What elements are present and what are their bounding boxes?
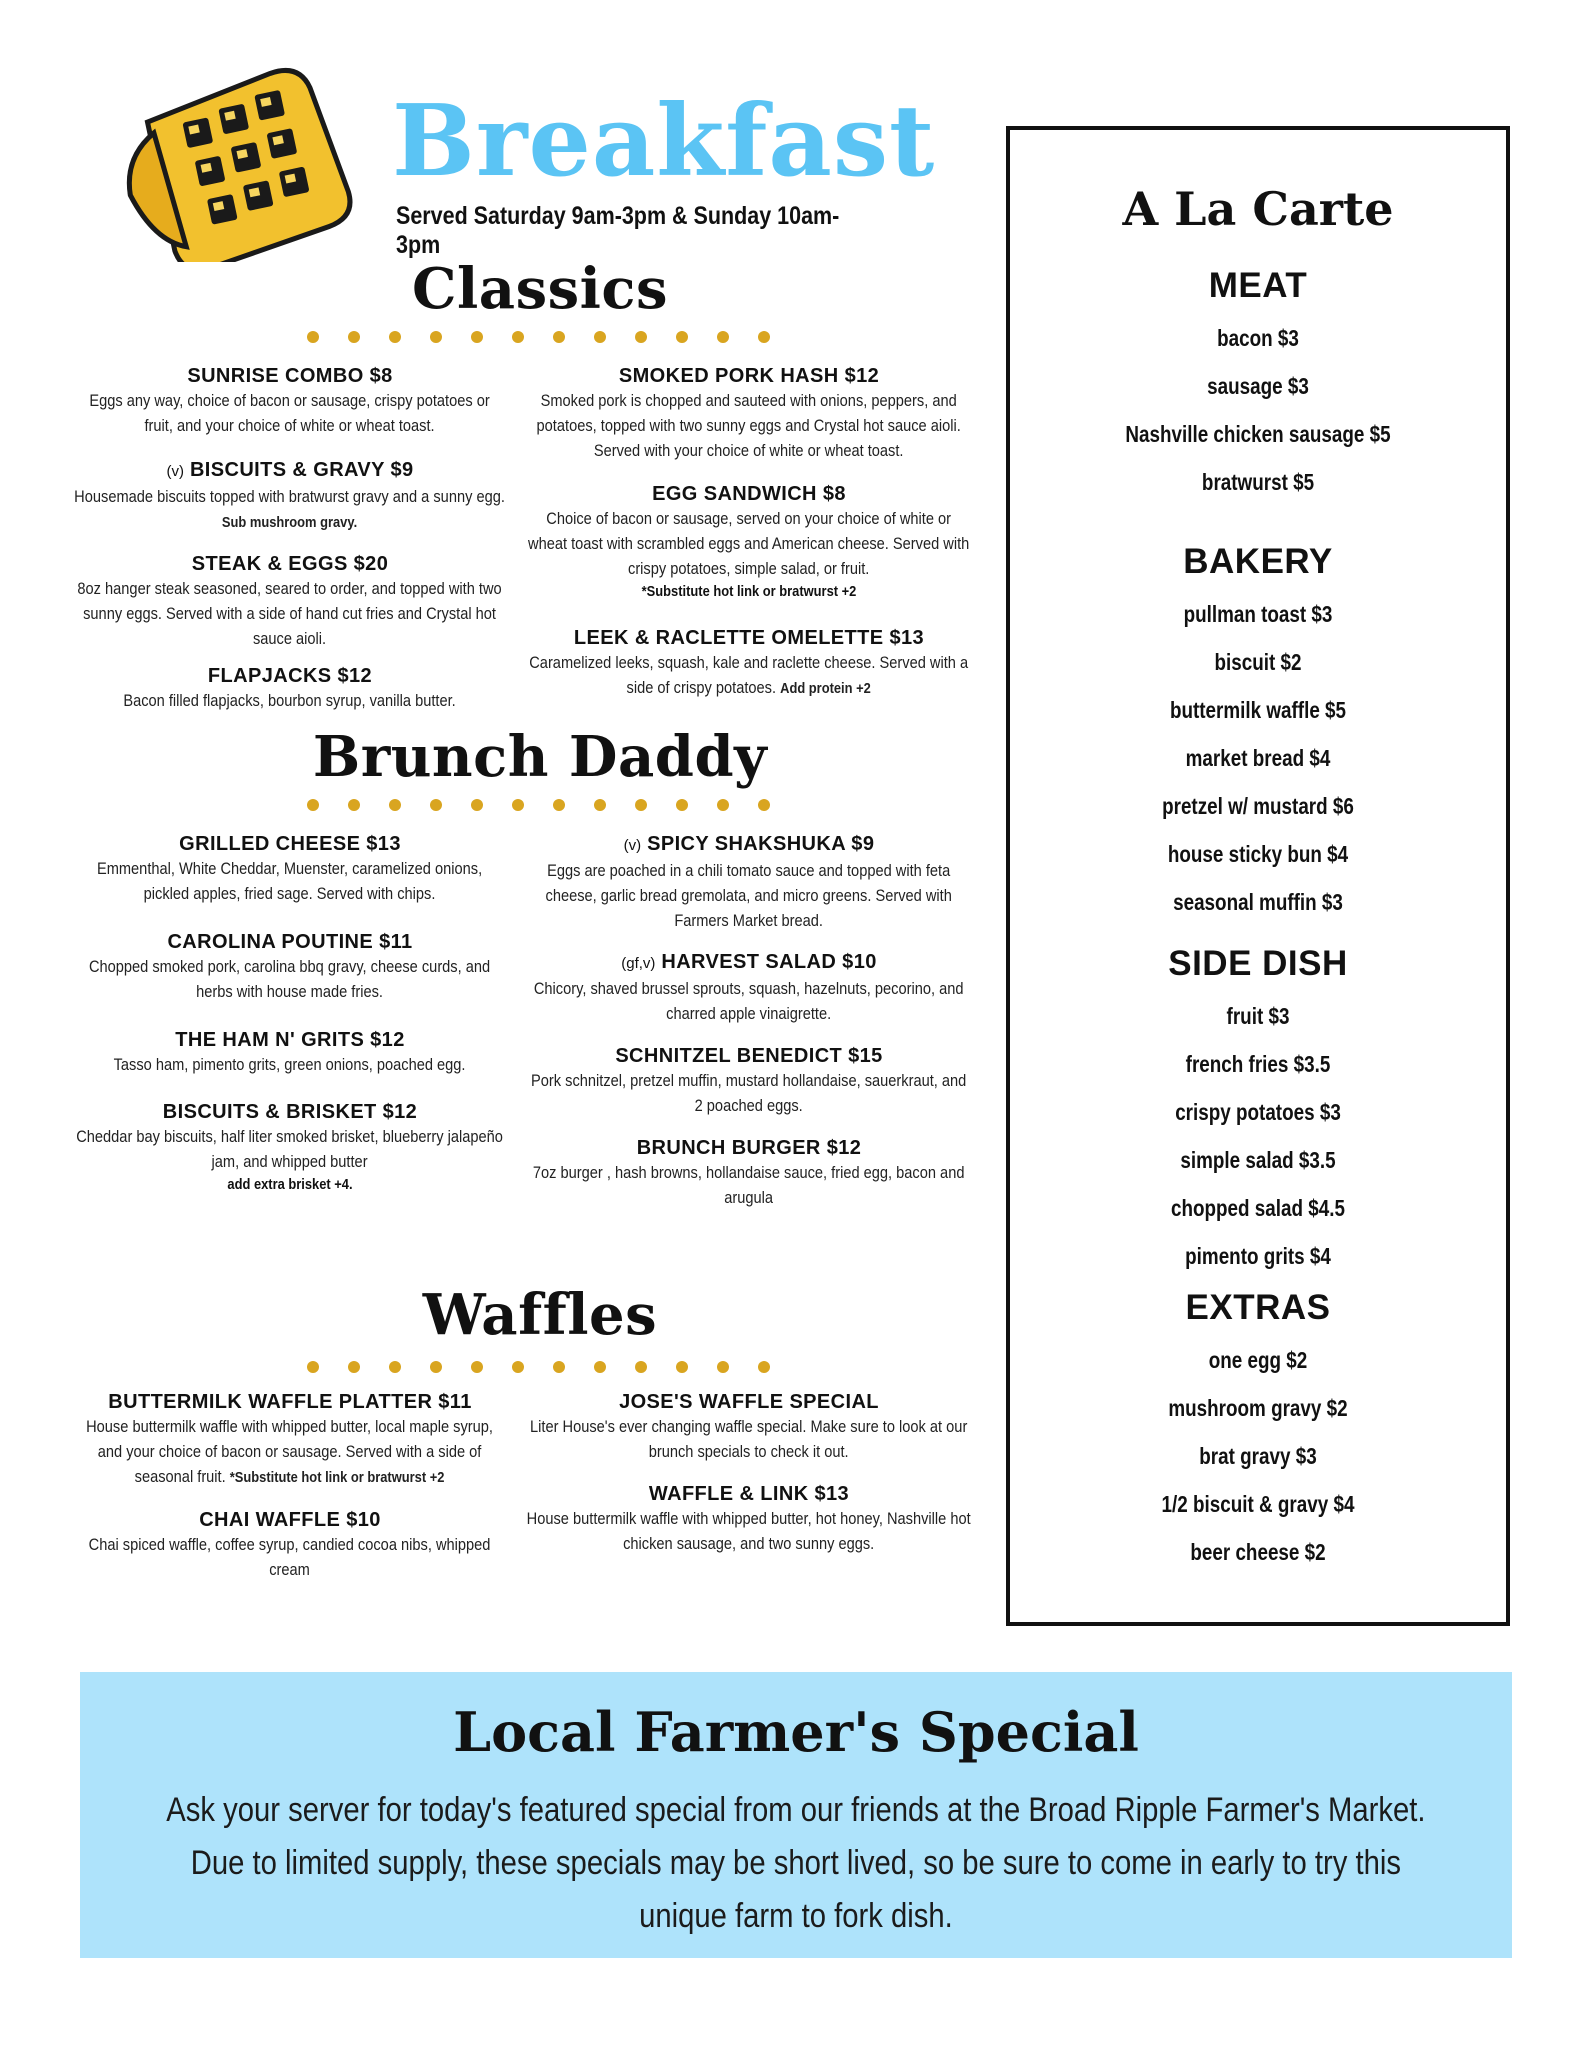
item-desc: 8oz hanger steak seasoned, seared to order, and topped with two sunny eggs. Served with a side of hand cut fries and Crystal hot sauce aioli.	[77, 579, 503, 648]
brunch-title: Brunch Daddy	[312, 724, 768, 790]
item-name: SPICY SHAKSHUKA $9	[647, 833, 875, 855]
list-item: biscuit $2	[1214, 649, 1302, 675]
item-name: BISCUITS & BRISKET $12	[162, 1101, 418, 1123]
bakery-list	[1010, 590, 1506, 926]
item-desc: Pork schnitzel, pretzel muffin, mustard hollandaise, sauerkraut, and 2 poached eggs.	[531, 1071, 967, 1115]
menu-item	[74, 1508, 506, 1582]
classics-title: Classics	[411, 256, 669, 322]
list-item: market bread $4	[1185, 745, 1331, 771]
menu-item	[526, 1482, 972, 1556]
meat-list	[1010, 314, 1506, 506]
extras-heading: EXTRAS	[1185, 1288, 1331, 1327]
list-item: beer cheese $2	[1190, 1539, 1326, 1565]
item-desc: Tasso ham, pimento grits, green onions, poached egg.	[114, 1055, 466, 1074]
item-name: EGG SANDWICH $8	[652, 483, 846, 505]
menu-item	[526, 482, 972, 603]
item-desc: Bacon filled flapjacks, bourbon syrup, vanilla butter.	[123, 691, 457, 710]
list-item: seasonal muffin $3	[1173, 889, 1343, 915]
extras-list	[1010, 1336, 1506, 1576]
page-title: Breakfast	[392, 84, 936, 199]
list-item: pretzel w/ mustard $6	[1162, 793, 1354, 819]
menu-item	[526, 832, 972, 933]
waffles-divider	[306, 1360, 776, 1374]
menu-item	[74, 832, 506, 906]
item-desc: Cheddar bay biscuits, half liter smoked brisket, blueberry jalapeño jam, and whipped butter	[76, 1127, 504, 1171]
item-desc: House buttermilk waffle with whipped butter, hot honey, Nashville hot chicken sausage, and two sunny eggs.	[526, 1509, 972, 1553]
item-name: JOSE'S WAFFLE SPECIAL	[619, 1391, 879, 1413]
item-name: LEEK & RACLETTE OMELETTE $13	[573, 627, 925, 649]
list-item: fruit $3	[1226, 1003, 1290, 1029]
item-name: STEAK & EGGS $20	[191, 553, 389, 575]
a-la-carte-box	[1006, 126, 1510, 1626]
item-desc: Liter House's ever changing waffle special. Make sure to look at our brunch specials to check it out.	[530, 1417, 968, 1461]
list-item: bacon $3	[1217, 325, 1299, 351]
item-desc: Chicory, shaved brussel sprouts, squash, hazelnuts, pecorino, and charred apple vinaigrette.	[534, 979, 964, 1023]
item-desc: Choice of bacon or sausage, served on your choice of white or wheat toast with scrambled eggs and American cheese. Served with crispy potatoes, simple salad, or fruit.	[528, 509, 970, 578]
menu-item	[526, 1044, 972, 1118]
list-item: french fries $3.5	[1185, 1051, 1331, 1077]
item-desc: Chopped smoked pork, carolina bbq gravy, cheese curds, and herbs with house made fries.	[89, 957, 491, 1001]
meat-heading: MEAT	[1208, 266, 1308, 305]
menu-item	[74, 1028, 506, 1077]
list-item: simple salad $3.5	[1180, 1147, 1336, 1173]
item-name: THE HAM N' GRITS $12	[175, 1029, 405, 1051]
item-desc: Eggs are poached in a chili tomato sauce and topped with feta cheese, garlic bread gremolata, and micro greens. Served with Farmers Market bread.	[545, 861, 953, 930]
diet-tag: (v)	[623, 837, 642, 854]
item-name: SCHNITZEL BENEDICT $15	[615, 1045, 883, 1067]
item-name: BUTTERMILK WAFFLE PLATTER $11	[108, 1391, 472, 1413]
item-name: CHAI WAFFLE $10	[199, 1509, 381, 1531]
menu-item	[74, 552, 506, 651]
list-item: brat gravy $3	[1199, 1443, 1317, 1469]
menu-item	[526, 364, 972, 463]
item-desc: Housemade biscuits topped with bratwurst gravy and a sunny egg.	[74, 487, 506, 506]
item-desc: Smoked pork is chopped and sauteed with onions, peppers, and potatoes, topped with two sunny eggs and Crystal hot sauce aioli. Served with your choice of white or wheat toast.	[536, 391, 962, 460]
list-item: one egg $2	[1208, 1347, 1308, 1373]
menu-item	[74, 930, 506, 1004]
classics-divider	[306, 330, 776, 344]
item-name: SMOKED PORK HASH $12	[618, 365, 880, 387]
list-item: Nashville chicken sausage $5	[1125, 421, 1391, 447]
waffle-logo	[118, 62, 378, 262]
list-item: bratwurst $5	[1201, 469, 1315, 495]
list-item: house sticky bun $4	[1167, 841, 1349, 867]
bakery-heading: BAKERY	[1183, 542, 1333, 581]
waffles-title: Waffles	[422, 1282, 658, 1348]
item-name: WAFFLE & LINK $13	[648, 1483, 850, 1505]
item-name: BISCUITS & GRAVY $9	[189, 459, 414, 481]
menu-item	[74, 1100, 506, 1196]
a-la-carte-title: A La Carte	[1122, 182, 1394, 236]
side-dish-list	[1010, 992, 1506, 1280]
item-desc: Eggs any way, choice of bacon or sausage, crispy potatoes or fruit, and your choice of white or wheat toast.	[89, 391, 491, 435]
item-name: CAROLINA POUTINE $11	[167, 931, 413, 953]
waffle-icon	[118, 62, 378, 262]
item-desc: Emmenthal, White Cheddar, Muenster, caramelized onions, pickled apples, fried sage. Served with chips.	[97, 859, 483, 903]
menu-item	[526, 950, 972, 1026]
list-item: buttermilk waffle $5	[1169, 697, 1347, 723]
item-name: SUNRISE COMBO $8	[187, 365, 393, 387]
item-extra: Sub mushroom gravy.	[222, 514, 358, 531]
side-dish-heading: SIDE DISH	[1168, 944, 1348, 983]
list-item: sausage $3	[1207, 373, 1309, 399]
farmers-special-banner	[80, 1672, 1512, 1958]
serving-hours: Served Saturday 9am-3pm & Sunday 10am-3pm	[396, 202, 840, 259]
item-desc: House buttermilk waffle with whipped butter, local maple syrup, and your choice of bacon or sausage. Served with a side of seasonal fruit.	[86, 1417, 494, 1486]
item-extra: *Substitute hot link or bratwurst +2	[230, 1469, 445, 1486]
farmers-special-text: Ask your server for today's featured special from our friends at the Broad Ripple Farmer's Market. Due to limited supply, these specials may be short lived, so be sure to come in early to try this unique farm to fork dish.	[166, 1791, 1426, 1935]
item-name: FLAPJACKS $12	[207, 665, 373, 687]
menu-item	[74, 364, 506, 438]
item-note: *Substitute hot link or bratwurst +2	[641, 583, 857, 600]
list-item: pimento grits $4	[1185, 1243, 1331, 1269]
item-name: HARVEST SALAD $10	[661, 951, 877, 973]
item-name: BRUNCH BURGER $12	[636, 1137, 862, 1159]
list-item: mushroom gravy $2	[1168, 1395, 1348, 1421]
diet-tag: (v)	[166, 463, 184, 480]
menu-item	[74, 458, 506, 535]
item-note: add extra brisket +4.	[227, 1176, 353, 1193]
menu-item	[74, 1390, 506, 1490]
farmers-special-title: Local Farmer's Special	[453, 1700, 1139, 1764]
item-desc: 7oz burger , hash browns, hollandaise sauce, fried egg, bacon and arugula	[533, 1163, 965, 1207]
menu-item	[526, 626, 972, 701]
brunch-divider	[306, 798, 776, 812]
list-item: crispy potatoes $3	[1175, 1099, 1341, 1125]
menu-item	[526, 1390, 972, 1464]
menu-item	[74, 664, 506, 713]
item-desc: Caramelized leeks, squash, kale and raclette cheese. Served with a side of crispy potatoes.	[529, 653, 969, 697]
item-name: GRILLED CHEESE $13	[179, 833, 401, 855]
item-extra: Add protein +2	[780, 680, 872, 697]
item-desc: Chai spiced waffle, coffee syrup, candied cocoa nibs, whipped cream	[89, 1535, 491, 1579]
menu-item	[526, 1136, 972, 1210]
list-item: chopped salad $4.5	[1170, 1195, 1345, 1221]
diet-tag: (gf,v)	[621, 955, 656, 972]
list-item: 1/2 biscuit & gravy $4	[1161, 1491, 1355, 1517]
list-item: pullman toast $3	[1183, 601, 1333, 627]
